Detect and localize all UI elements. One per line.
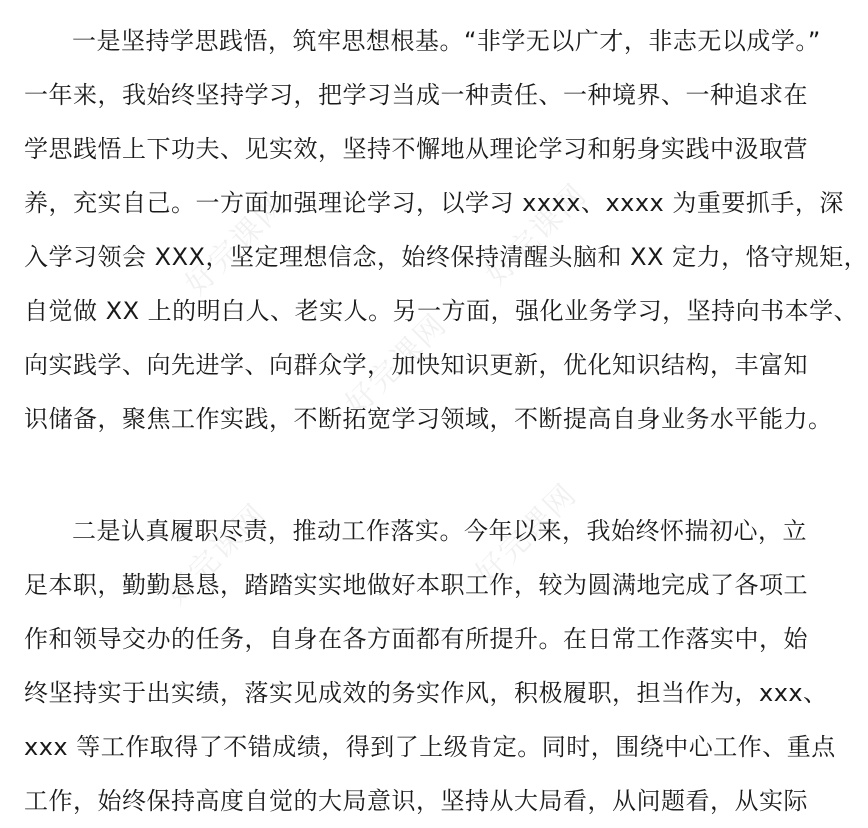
paragraph-line: 作和领导交办的任务，自身在各方面都有所提升。在日常工作落实中，始 <box>24 625 808 653</box>
paragraph-line: 自觉做 XX 上的明白人、老实人。另一方面，强化业务学习，坚持向书本学、 <box>24 297 859 325</box>
paragraph-line: 工作，始终保持高度自觉的大局意识，坚持从大局看，从问题看，从实际 <box>24 787 808 815</box>
watermark: 好完课网 <box>468 476 585 593</box>
paragraph-line: 终坚持实于出实绩，落实见成效的务实作风，积极履职，担当作为，xxx、 <box>24 679 828 707</box>
watermark: 好完课网 <box>178 186 295 303</box>
paragraph-line: 养，充实自己。一方面加强理论学习，以学习 xxxx、xxxx 为重要抓手，深 <box>24 189 844 217</box>
paragraph-line: 一年来，我始终坚持学习，把学习当成一种责任、一种境界、一种追求在 <box>24 81 808 109</box>
watermark: 好完课网 <box>158 496 275 613</box>
paragraph-line: xxx 等工作取得了不错成绩，得到了上级肯定。同时，围绕中心工作、重点 <box>24 733 836 761</box>
watermark: 好完课网 <box>478 176 595 293</box>
paragraph-study <box>24 14 868 446</box>
paragraph-line: 二是认真履职尽责，推动工作落实。今年以来，我始终怀揣初心，立 <box>72 517 807 545</box>
paragraph-line: 一是坚持学思践悟，筑牢思想根基。“非学无以广才，非志无以成学。” <box>72 27 821 55</box>
paragraph-line: 向实践学、向先进学、向群众学，加快知识更新，优化知识结构，丰富知 <box>24 351 808 379</box>
paragraph-line: 足本职，勤勤恳恳，踏踏实实地做好本职工作，较为圆满地完成了各项工 <box>24 571 808 599</box>
paragraph-line: 入学习领会 XXX，坚定理想信念，始终保持清醒头脑和 XX 定力，恪守规矩， <box>24 243 868 271</box>
watermark: 好完课网 <box>338 306 455 423</box>
paragraph-duty <box>24 504 836 828</box>
paragraph-line: 识储备，聚焦工作实践，不断拓宽学习领域，不断提高自身业务水平能力。 <box>24 405 833 433</box>
paragraph-line: 学思践悟上下功夫、见实效，坚持不懈地从理论学习和躬身实践中汲取营 <box>24 135 808 163</box>
